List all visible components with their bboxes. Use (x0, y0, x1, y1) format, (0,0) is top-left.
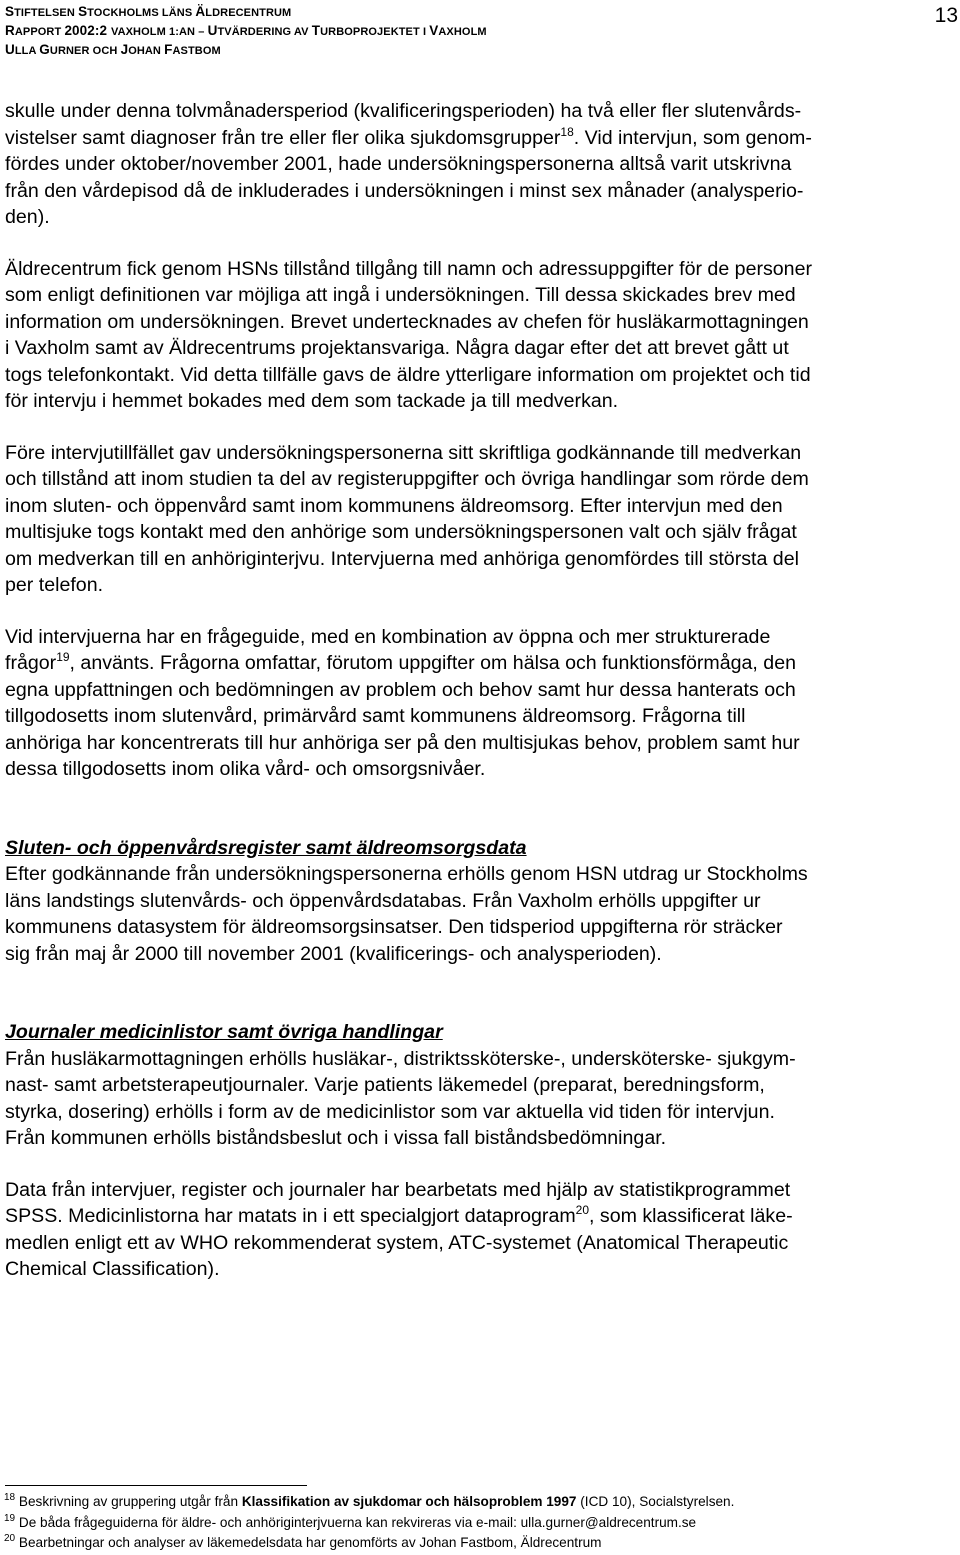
header-authors: ULLA GURNER OCH JOHAN FASTBOM (5, 42, 221, 57)
section-heading-journals: Journaler medicinlistor samt övriga handlingar (5, 1021, 443, 1043)
header-organization: STIFTELSEN STOCKHOLMS LÄNS ÄLDRECENTRUM (5, 4, 292, 19)
paragraph-3: Före intervjutillfället gav undersökningspersonerna sitt skriftliga godkännande till medverkan och tillstånd att inom studien ta del av registeruppgifter och övriga handlingar som rörde dem inom sluten- och öppenvård samt inom kommunens äldreomsorg. Efter intervjun med den multisjuke togs kontakt med den anhörige som undersökningspersonen valt och själv frågat om medverkan till en anhöriginterjvu. Intervjuerna med anhöriga genomfördes till största del per telefon. (5, 441, 809, 596)
paragraph-4: Vid intervjuerna har en frågeguide, med en kombination av öppna och mer strukturerade frågor$^{19}$, använts. Frågorna omfattar, förutom uppgifter om hälsa och funktionsförmåga, den egna uppfattningen och bedömningen av problem och behov samt hur dessa hanterats och tillgodosetts inom slutenvård, primärvård samt kommunens äldreomsorg. Frågorna till anhöriga har koncentrerats till hur anhöriga ser på den multisjukas behov, problem samt hur dessa tillgodosetts inom olika vård- och omsorgsnivåer. (5, 625, 800, 780)
footnote-ref-19[interactable]: 19 (56, 650, 70, 664)
footnote-ref-20[interactable]: 20 (575, 1203, 590, 1217)
body-text (5, 98, 960, 1308)
footnote-divider (5, 1485, 307, 1486)
paragraph-registers: Efter godkännande från undersökningspersonerna erhölls genom HSN utdrag ur Stockholms läns landstings slutenvårds- och öppenvårdsdatabas. Från Vaxholm erhölls uppgifter ur kommunens datasystem för äldreomsorgsinsatser. Den tidsperiod uppgifterna rör sträcker sig från maj år 2000 till november 2001 (kvalificerings- och analysperioden). (5, 863, 808, 965)
footnote-ref-18[interactable]: 18 (560, 124, 574, 139)
footnote-19: $^{19}$ De båda frågeguiderna för äldre- och anhöriginterjvuerna kan rekvireras via e-mail: ulla.gurner@aldrecentrum.se (4, 1512, 697, 1530)
footnote-18: $^{18}$ Beskrivning av gruppering utgår från Klassifikation av sjukdomar och hälsoproblem 1997 (ICD 10), Socialstyrelsen. (4, 1492, 735, 1509)
section-heading-registers: Sluten- och öppenvårdsregister samt äldreomsorgsdata (5, 836, 527, 859)
paragraph-2: Äldrecentrum fick genom HSNs tillstånd tillgång till namn och adressuppgifter för de personer som enligt definitionen var möjliga att ingå i undersökningen. Till dessa skickades brev med information om undersökningen. Brevet undertecknades av chefen för husläkarmottagningen i Vaxholm samt av Äldrecentrums projektansvariga. Några dagar efter det att brevet gått ut togs telefonkontakt. Vid detta tillfälle gavs de äldre ytterligare information om projektet och tid för intervju i hemmet bokades med dem som tackade ja till medverkan. (5, 257, 812, 412)
paragraph-data-processing: Data från intervjuer, register och journaler har bearbetats med hjälp av statistikprogrammet SPSS. Medicinlistorna har matats in i ett specialgjort dataprogram$^{20}$, som klassificerat läke- medlen enligt ett av WHO rekommenderat system, ATC-systemet (Anatomical Therapeutic Chemical Classification). (5, 1178, 793, 1280)
header-report: RAPPORT 2002:2 VAXHOLM 1:AN – UTVÄRDERING AV TURBOPROJEKTET I VAXHOLM (5, 23, 487, 38)
running-header (5, 3, 955, 60)
paragraph-1: skulle under denna tolvmånadersperiod (kvalificeringsperioden) ha två eller fler slutenvårds- vistelser samt diagnoser från tre eller fler olika sjukdomsgrupper$^{18}$. Vid intervjun, som genom- fördes under oktober/november 2001, hade undersökningspersonerna alltså varit utskrivna från den vårdepisod då de inkluderades i undersökningen i minst sex månader (analysperio- den). (5, 100, 812, 228)
paragraph-journals: Från husläkarmottagningen erhölls husläkar-, distriktssköterske-, undersköterske- sjukgym- nast- samt arbetsterapeutjournaler. Varje patients läkemedel (preparat, beredningsform, styrka, dosering) erhölls i form av de medicinlistor som var aktuella vid tiden för intervjun. Från kommunen erhölls biståndsbeslut och i vissa fall biståndsbedömningar. (5, 1047, 796, 1149)
footnote-20: $^{20}$ Bearbetningar och analyser av läkemedelsdata har genomförts av Johan Fastbom, Äldrecentrum (4, 1533, 602, 1550)
page-number: 13 (934, 4, 958, 27)
footnotes (4, 1492, 954, 1554)
